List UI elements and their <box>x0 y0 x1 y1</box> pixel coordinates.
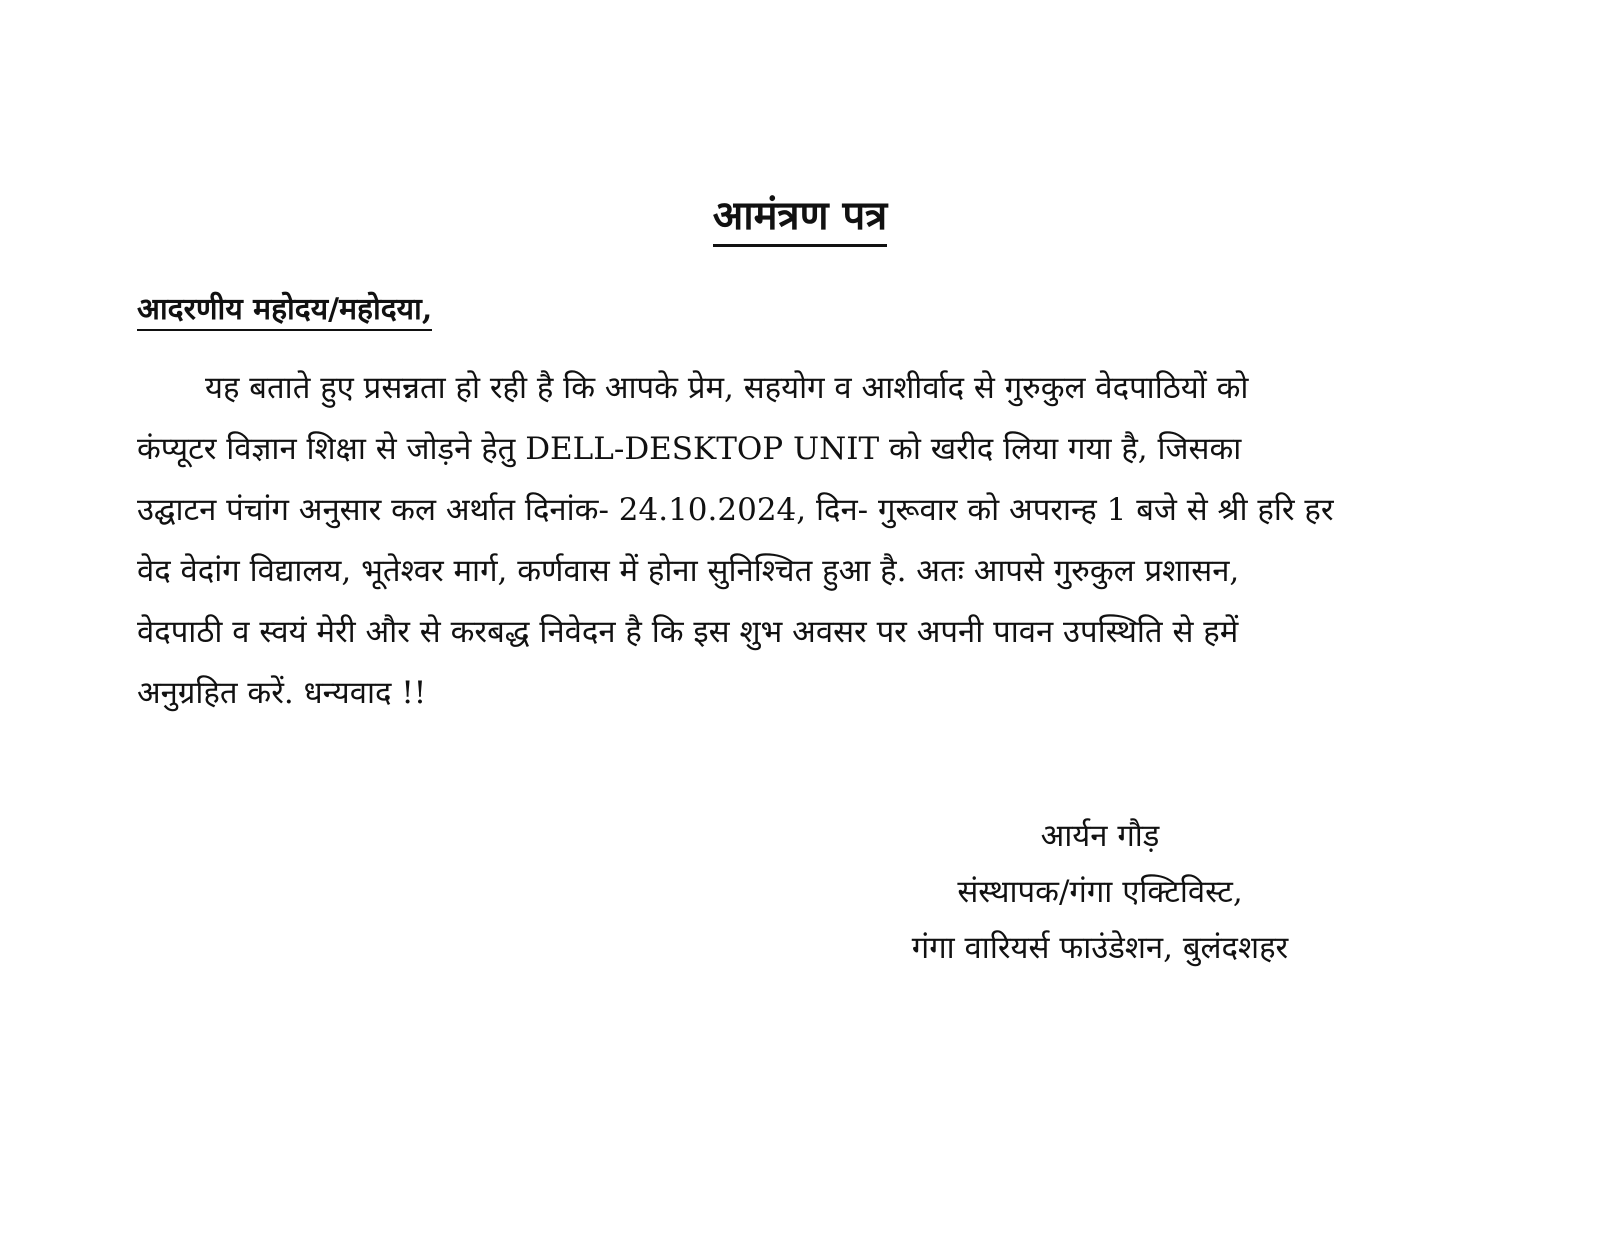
letter-body <box>137 358 1467 724</box>
signatory-designation: संस्थापक/गंगा एक्टिविस्ट, <box>957 874 1243 910</box>
body-line: यह बताते हुए प्रसन्नता हो रही है कि आपके प्रेम, सहयोग व आशीर्वाद से गुरुकुल वेदपाठियों को <box>205 370 1249 406</box>
body-line: अनुग्रहित करें. धन्यवाद !! <box>137 675 427 711</box>
letter-title-text: आमंत्रण पत्र <box>713 190 888 247</box>
body-line: वेदपाठी व स्वयं मेरी और से करबद्ध निवेदन है कि इस शुभ अवसर पर अपनी पावन उपस्थिति से हमें <box>137 614 1239 650</box>
body-line: कंप्यूटर विज्ञान शिक्षा से जोड़ने हेतु DELL-DESKTOP UNIT को खरीद लिया गया है, जिसका <box>137 431 1242 467</box>
body-line: वेद वेदांग विद्यालय, भूतेश्वर मार्ग, कर्णवास में होना सुनिश्चित हुआ है. अतः आपसे गुरुकुल प्रशासन, <box>137 553 1240 589</box>
signature-block <box>860 808 1340 976</box>
signatory-name: आर्यन गौड़ <box>1040 818 1160 854</box>
letter-title <box>0 190 1600 247</box>
salutation <box>137 290 432 331</box>
body-line: उद्घाटन पंचांग अनुसार कल अर्थात दिनांक- 24.10.2024, दिन- गुरूवार को अपरान्ह 1 बजे से श्री हरि हर <box>137 492 1334 528</box>
signatory-organization: गंगा वारियर्स फाउंडेशन, बुलंदशहर <box>911 930 1289 966</box>
salutation-text: आदरणीय महोदय/महोदया, <box>137 290 432 331</box>
